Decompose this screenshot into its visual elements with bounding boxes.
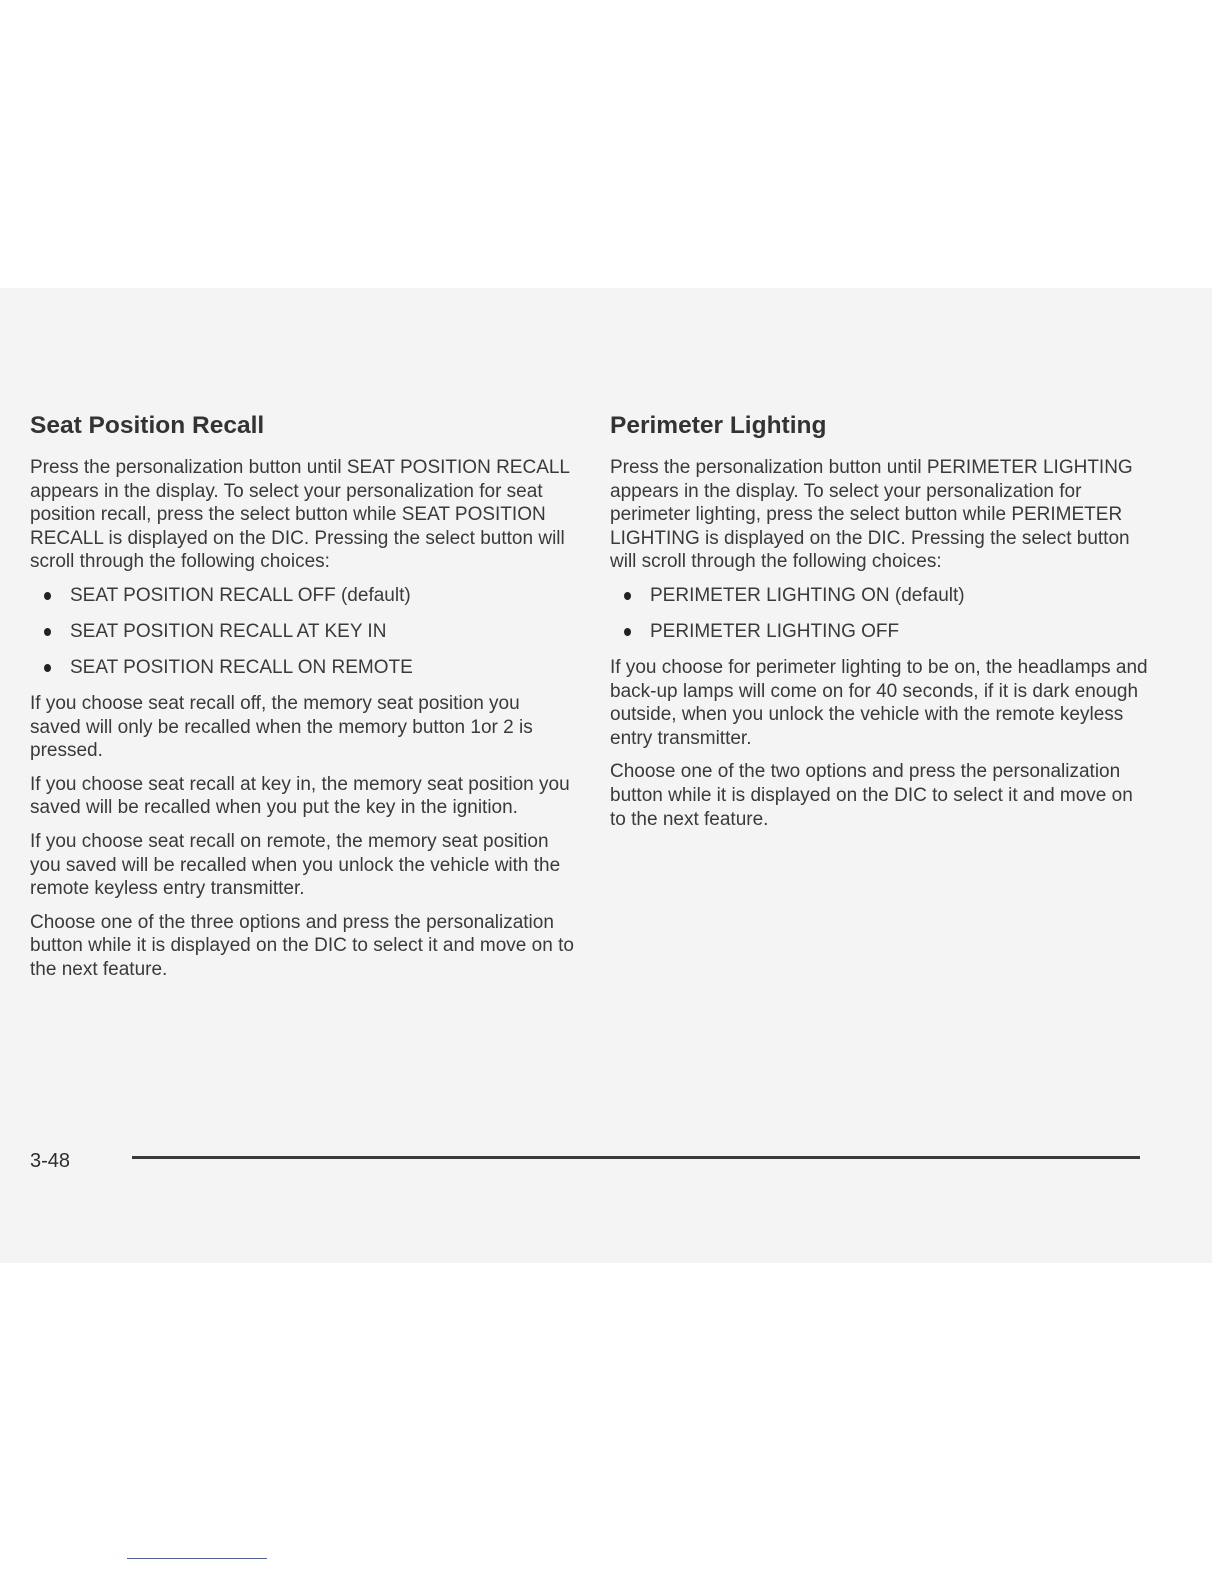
bullet-icon bbox=[44, 592, 51, 600]
intro-paragraph: Press the personalization button until SEAT POSITION RECALL appears in the display. To select your personalization for seat position recall, press the select button while SEAT POSITION RECALL is displayed on the DIC. Pressing the select button will scroll through the following choices: bbox=[30, 457, 570, 573]
choices-list bbox=[610, 584, 1150, 644]
bottom-link-underline bbox=[127, 1558, 267, 1559]
choice-text: SEAT POSITION RECALL OFF (default) bbox=[70, 584, 411, 606]
list-item bbox=[610, 620, 1150, 644]
intro-paragraph: Press the personalization button until PERIMETER LIGHTING appears in the display. To select your personalization for perimeter lighting, press the select button while PERIMETER LIGHTING is displayed on the DIC. Pressing the select button will scroll through the following choices: bbox=[610, 457, 1133, 573]
list-item bbox=[30, 656, 575, 680]
footer-rule bbox=[132, 1156, 1140, 1159]
bullet-icon bbox=[624, 628, 631, 636]
body-paragraph: Choose one of the three options and press the personalization button while it is displayed on the DIC to select it and move on to the next feature. bbox=[30, 911, 574, 980]
bullet-icon bbox=[44, 628, 51, 636]
section-heading: Perimeter Lighting bbox=[610, 412, 827, 439]
body-paragraph: Choose one of the two options and press the personalization button while it is displayed on the DIC to select it and move on to the next feature. bbox=[610, 761, 1133, 830]
section-heading: Seat Position Recall bbox=[30, 412, 265, 439]
choice-text: PERIMETER LIGHTING OFF bbox=[650, 620, 900, 642]
choice-text: SEAT POSITION RECALL ON REMOTE bbox=[70, 656, 413, 678]
bullet-icon bbox=[44, 664, 51, 672]
seat-position-recall-section bbox=[30, 410, 575, 992]
list-item bbox=[30, 620, 575, 644]
page-number: 3-48 bbox=[30, 1150, 71, 1172]
choices-list bbox=[30, 584, 575, 680]
choice-text: SEAT POSITION RECALL AT KEY IN bbox=[70, 620, 387, 642]
body-paragraph: If you choose seat recall on remote, the memory seat position you saved will be recalled when you unlock the vehicle with the remote keyless entry transmitter. bbox=[30, 830, 561, 900]
perimeter-lighting-section bbox=[610, 410, 1150, 841]
list-item bbox=[30, 584, 575, 608]
body-paragraph: If you choose seat recall off, the memory seat position you saved will only be recalled when the memory button 1or 2 is pressed. bbox=[30, 692, 533, 762]
choice-text: PERIMETER LIGHTING ON (default) bbox=[650, 584, 965, 606]
body-paragraph: If you choose for perimeter lighting to be on, the headlamps and back-up lamps will come on for 40 seconds, if it is dark enough outside, when you unlock the vehicle with the remote keyless entry transmitter. bbox=[610, 656, 1148, 749]
bullet-icon bbox=[624, 592, 631, 600]
list-item bbox=[610, 584, 1150, 608]
body-paragraph: If you choose seat recall at key in, the memory seat position you saved will be recalled when you put the key in the ignition. bbox=[30, 773, 570, 819]
